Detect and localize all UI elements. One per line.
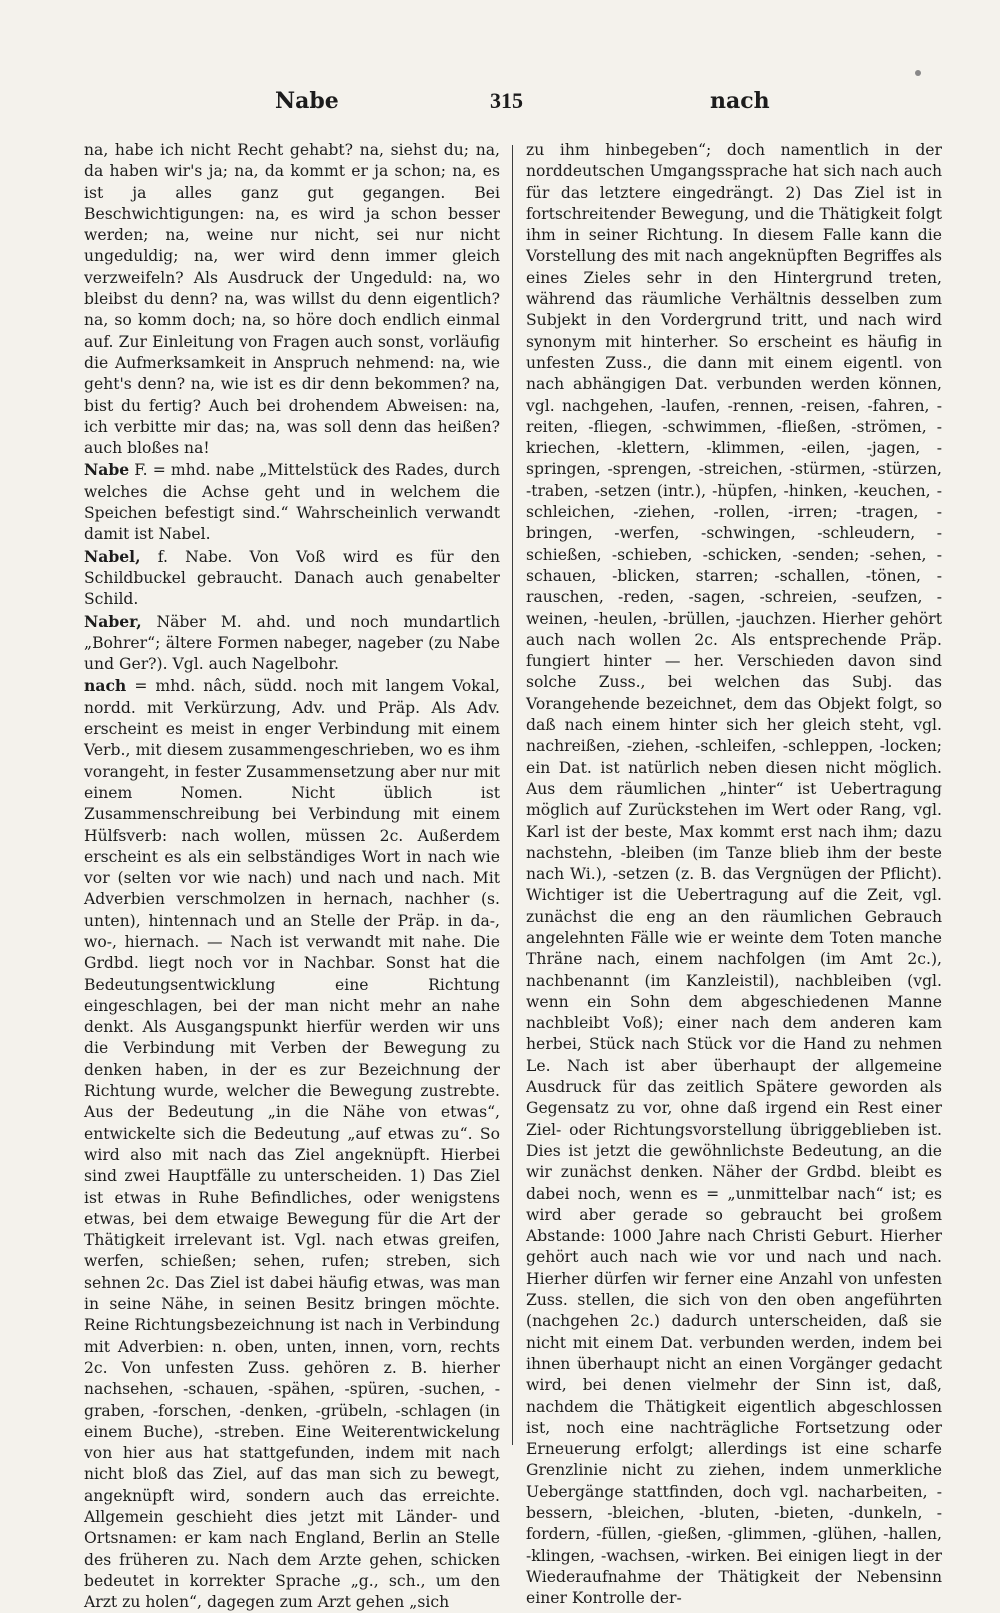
- headword: Naber,: [84, 611, 142, 631]
- entry-text: Näber M. ahd. und noch mundartlich „Bohrer“; ältere Formen nabeger, nageber (zu Nabe und Ger?). Vgl. auch Nagelbohr.: [84, 612, 500, 674]
- page-number: 315: [490, 88, 523, 113]
- entry-text: = mhd. nâch, südd. noch mit langem Vokal, nordd. mit Verkürzung, Adv. und Präp. Als Adv. erscheint es meist in enger Verbindung mit einem Verb., mit diesem zusammengeschrieben, wo es ihm vorangeht, in fester Zusammensetzung aber nur mit einem Nomen. Nicht üblich ist Zusammenschreibung bei Verbindung mit einem Hülfsverb: nach wollen, müssen 2c. Außerdem erscheint es als ein selbständiges Wort in nach wie vor (selten vor wie nach) und nach und nach. Mit Adverbien verschmolzen in hernach, nachher (s. unten), hintennach und an Stelle der Präp. in da-, wo-, hiernach. — Nach ist verwandt mit nahe. Die Grdbd. liegt noch vor in Nachbar. Sonst hat die Bedeutungsentwicklung eine Richtung eingeschlagen, bei der man nicht mehr an nahe denkt. Als Ausgangspunkt hierfür werden wir uns die Verbindung mit Verben der Bewegung zu denken haben, in der es zur Bezeichnung der Richtung wurde, welcher die Bewegung zustrebte. Aus der Bedeutung „in die Nähe von etwas“, entwickelte sich die Bedeutung „auf etwas zu“. So wird also mit nach das Ziel angeknüpft. Hierbei sind zwei Hauptfälle zu unterscheiden. 1) Das Ziel ist etwas in Ruhe Befindliches, oder wenigstens etwas, bei dem etwaige Bewegung für die Art der Thätigkeit irrelevant ist. Vgl. nach etwas greifen, werfen, schießen; sehen, rufen; streben, sich sehnen 2c. Das Ziel ist dabei häufig etwas, was man in seine Nähe, in seinen Besitz bringen möchte. Reine Richtungsbezeichnung ist nach in Verbindung mit Adverbien: n. oben, unten, innen, vorn, rechts 2c. Von unfesten Zuss. gehören z. B. hierher nachsehen, -schauen, -spähen, -spüren, -suchen, -graben, -forschen, -denken, -grübeln, -schlagen (in einem Buche), -streben. Eine Weiterentwickelung von hier aus hat stattgefunden, indem mit nach nicht bloß das Ziel, auf das man sich zu bewegt, angeknüpft wird, sondern auch das erreichte. Allgemein geschieht dies jetzt mit Länder- und Ortsnamen: er kam nach England, Berlin an Stelle des früheren zu. Nach dem Arzte gehen, schicken bedeutet in korrekter Sprache „g., sch., um den Arzt zu holen“, dagegen zum Arzt gehen „sich: [84, 677, 500, 1612]
- entry-nach: [84, 675, 500, 1613]
- running-head: [80, 88, 940, 128]
- header-right-word: nach: [710, 88, 770, 114]
- entry-naber: [84, 611, 500, 676]
- entry-text: F. = mhd. nabe „Mittelstück des Rades, durch welches die Achse geht und in welchem die Speichen befestigt sind.“ Wahrscheinlich verwandt damit ist Nabel.: [84, 461, 500, 544]
- right-column: [526, 140, 942, 1609]
- column-divider: [512, 145, 513, 1445]
- header-left-word: Nabe: [275, 88, 339, 114]
- headword: Nabel,: [84, 546, 141, 566]
- page-speck: [915, 70, 921, 76]
- entry-text: f. Nabe. Von Voß wird es für den Schildbuckel gebraucht. Danach auch genabelter Schild.: [84, 547, 500, 609]
- headword: Nabe: [84, 460, 130, 480]
- entry-nabel: [84, 546, 500, 611]
- left-column: [84, 140, 500, 1613]
- entry-nabe: [84, 459, 500, 545]
- headword: nach: [84, 676, 127, 696]
- paragraph-nach-continuation: zu ihm hinbegeben“; doch namentlich in der norddeutschen Umgangssprache hat sich nach auch für das letztere eingedrängt. 2) Das Ziel ist in fortschreitender Bewegung, und die Thätigkeit folgt ihm in seiner Richtung. In diesem Falle kann die Vorstellung des mit nach angeknüpften Begriffes als eines Zieles sehr in den Hintergrund treten, während das räumliche Verhältnis desselben zum Subjekt in den Vordergrund tritt, und nach wird synonym mit hinterher. So erscheint es häufig in unfesten Zuss., die dann mit einem eigentl. von nach abhängigen Dat. verbunden werden können, vgl. nachgehen, -laufen, -rennen, -reisen, -fahren, -reiten, -fliegen, -schwimmen, -fließen, -strömen, -kriechen, -klettern, -klimmen, -eilen, -jagen, -springen, -sprengen, -streichen, -stürmen, -stürzen, -traben, -setzen (intr.), -hüpfen, -hinken, -keuchen, -schleichen, -ziehen, -rollen, -irren; -tragen, -bringen, -werfen, -schwingen, -schleudern, -schießen, -schieben, -schicken, -senden; -sehen, -schauen, -blicken, starren; -schallen, -tönen, -rauschen, -reden, -sagen, -schreien, -seufzen, -weinen, -heulen, -brüllen, -jauchzen. Hierher gehört auch nach wollen 2c. Als entsprechende Präp. fungiert hinter — her. Verschieden davon sind solche Zuss., bei welchen das Subj. das Vorangehende bezeichnet, dem das Objekt folgt, so daß nach einem hinter sich her gleich steht, vgl. nachreißen, -ziehen, -schleifen, -schleppen, -locken; ein Dat. ist natürlich neben diesen nicht möglich. Aus dem räumlichen „hinter“ ist Uebertragung möglich auf Zurückstehen im Wert oder Rang, vgl. Karl ist der beste, Max kommt erst nach ihm; dazu nachstehn, -bleiben (im Tanze blieb ihm der beste nach Wi.), -setzen (z. B. das Vergnügen der Pflicht). Wichtiger ist die Uebertragung auf die Zeit, vgl. zunächst die eng an den räumlichen Gebrauch angelehnten Fälle wie er weinte dem Toten manche Thräne nach, einem nachfolgen (im Amt 2c.), nachbenannt (im Kanzleistil), nachbleiben (vgl. wenn ein Sohn dem abgeschiedenen Manne nachbleibt Voß); einer nach dem anderen kam herbei, Stück nach Stück vor die Hand zu nehmen Le. Nach ist aber überhaupt der allgemeine Ausdruck für das zeitlich Spätere geworden als Gegensatz zu vor, ohne daß irgend ein Rest einer Ziel- oder Richtungsvorstellung übriggeblieben ist. Dies ist jetzt die gewöhnlichste Bedeutung, an die wir zunächst denken. Näher der Grdbd. bleibt es dabei noch, wenn es = „unmittelbar nach“ ist; es wird aber gerade so gebraucht bei großem Abstande: 1000 Jahre nach Christi Geburt. Hierher gehört auch nach wie vor und nach und nach. Hierher dürfen wir ferner eine Anzahl von unfesten Zuss. stellen, die sich von den oben angeführten (nachgehen 2c.) dadurch unterscheiden, daß sie nicht mit einem Dat. verbunden werden, indem bei ihnen überhaupt nicht an einen Vorgänger gedacht wird, bei denen vielmehr der Sinn ist, daß, nachdem die Thätigkeit eigentlich abgeschlossen ist, noch eine nachträgliche Fortsetzung oder Erneuerung erfolgt; allerdings ist eine scharfe Grenzlinie nicht zu ziehen, indem unmerkliche Uebergänge stattfinden, doch vgl. nacharbeiten, -bessern, -bleichen, -bluten, -bieten, -dunkeln, -fordern, -füllen, -gießen, -glimmen, -glühen, -hallen, -klingen, -wachsen, -wirken. Bei einigen liegt in der Wiederaufnahme der Thätigkeit der Nebensinn einer Kontrolle der-: [526, 141, 942, 1608]
- paragraph-na-continuation: na, habe ich nicht Recht gehabt? na, siehst du; na, da haben wir's ja; na, da kommt er ja schon; na, es ist ja alles ganz gut gegangen. Bei Beschwichtigungen: na, es wird ja schon besser werden; na, weine nur nicht, sei nur nicht ungeduldig; na, wer wird denn immer gleich verzweifeln? Als Ausdruck der Ungeduld: na, wo bleibst du denn? na, was willst du denn eigentlich? na, so komm doch; na, so höre doch endlich einmal auf. Zur Einleitung von Fragen auch sonst, vorläufig die Aufmerksamkeit in Anspruch nehmend: na, wie geht's denn? na, wie ist es dir denn bekommen? na, bist du fertig? Auch bei drohendem Abweisen: na, ich verbitte mir das; na, was soll denn das heißen? auch bloßes na!: [84, 141, 500, 458]
